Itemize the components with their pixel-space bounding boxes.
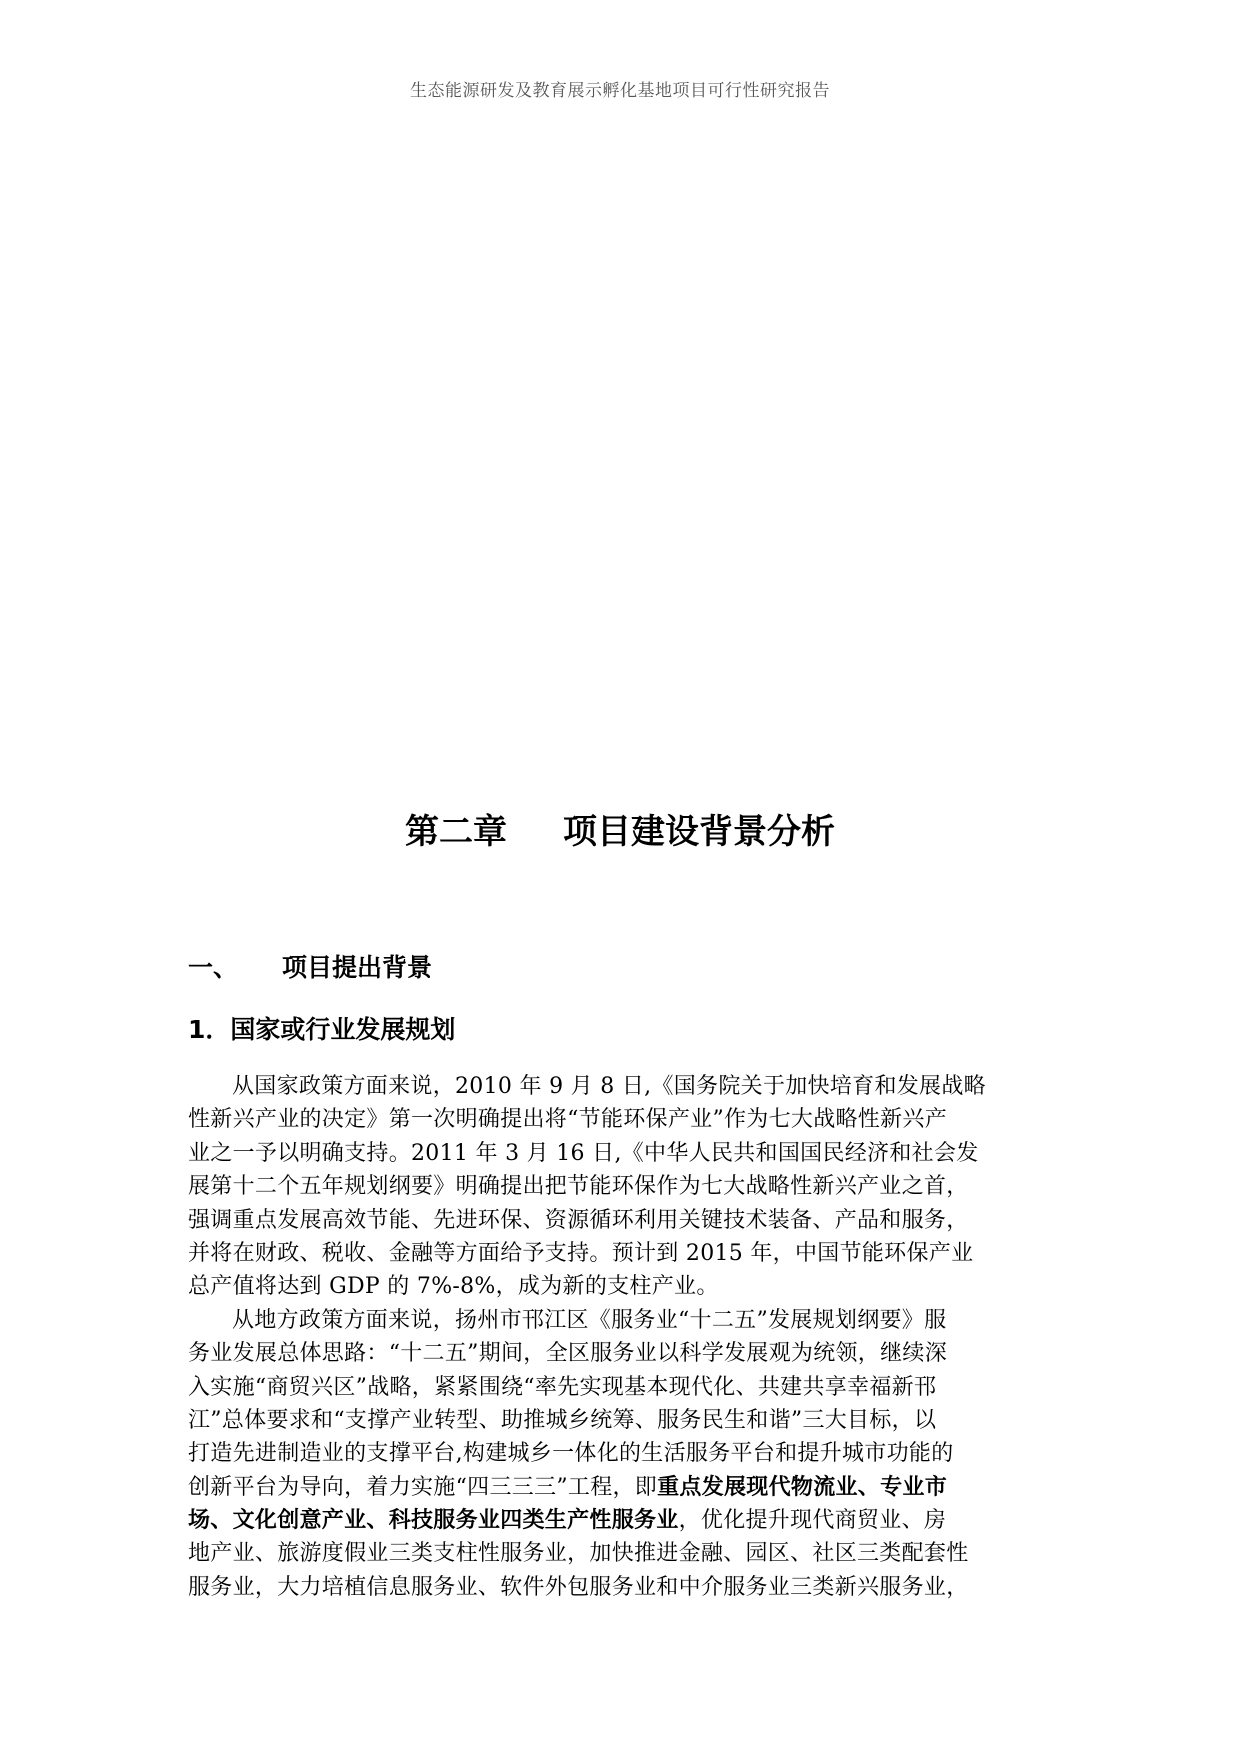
paragraph-2-bold-text: 场、文化创意产业、科技服务业四类生产性服务业 [188, 1508, 679, 1534]
paragraph-2-line: 从地方政策方面来说，扬州市邗江区《服务业“十二五”发展规划纲要》服 [232, 1307, 947, 1333]
paragraph-2-line [188, 1504, 1060, 1537]
paragraph-2-line: 服务业，大力培植信息服务业、软件外包服务业和中介服务业三类新兴服务业， [188, 1574, 969, 1600]
paragraph-1-line: 并将在财政、税收、金融等方面给予支持。预计到 2015 年，中国节能环保产业 [188, 1240, 974, 1266]
paragraph-2-text: 创新平台为导向，着力实施“四三三三”工程，即 [188, 1474, 658, 1500]
paragraph-1-line: 从国家政策方面来说，2010 年 9 月 8 日,《国务院关于加快培育和发展战略 [232, 1074, 986, 1099]
paragraph-1-line: 性新兴产业的决定》第一次明确提出将“节能环保产业”作为七大战略性新兴产 [188, 1107, 947, 1133]
paragraph-2-bold-text: 重点发展现代物流业、专业市 [657, 1474, 948, 1500]
paragraph-2-line: 打造先进制造业的支撑平台,构建城乡一体化的生活服务平台和提升城市功能的 [188, 1441, 954, 1467]
paragraph-2-line: 地产业、旅游度假业三类支柱性服务业，加快推进金融、园区、社区三类配套性 [188, 1541, 969, 1567]
paragraph-2-line: 江”总体要求和“支撑产业转型、助推城乡统筹、服务民生和谐”三大目标，以 [188, 1407, 937, 1433]
paragraph-1-line: 总产值将达到 GDP 的 7%-8%，成为新的支柱产业。 [188, 1274, 719, 1300]
chapter-name: 项目建设背景分析 [563, 812, 835, 852]
section-number: 一、 [188, 953, 239, 982]
paragraph-1-line: 展第十二个五年规划纲要》明确提出把节能环保作为七大战略性新兴产业之首， [188, 1174, 969, 1200]
paragraph-2-text: ，优化提升现代商贸业、房 [678, 1508, 947, 1534]
subsection-title: 1．国家或行业发展规划 [188, 1015, 456, 1044]
paragraph-1-line: 业之一予以明确支持。2011 年 3 月 16 日,《中华人民共和国国民经济和社会发 [188, 1140, 979, 1166]
body-text [188, 1070, 1060, 1604]
page-header: 生态能源研发及教育展示孵化基地项目可行性研究报告 [410, 81, 830, 101]
paragraph-1-line: 强调重点发展高效节能、先进环保、资源循环利用关键技术装备、产品和服务， [188, 1207, 969, 1233]
chapter-title [0, 812, 1240, 852]
section-name: 项目提出背景 [282, 953, 433, 982]
chapter-number: 第二章 [405, 812, 507, 852]
paragraph-2-line [188, 1471, 1060, 1504]
section-title [188, 952, 432, 984]
paragraph-2-line: 入实施“商贸兴区”战略，紧紧围绕“率先实现基本现代化、共建共享幸福新邗 [188, 1374, 937, 1400]
paragraph-2-line: 务业发展总体思路：“十二五”期间，全区服务业以科学发展观为统领，继续深 [188, 1341, 947, 1367]
